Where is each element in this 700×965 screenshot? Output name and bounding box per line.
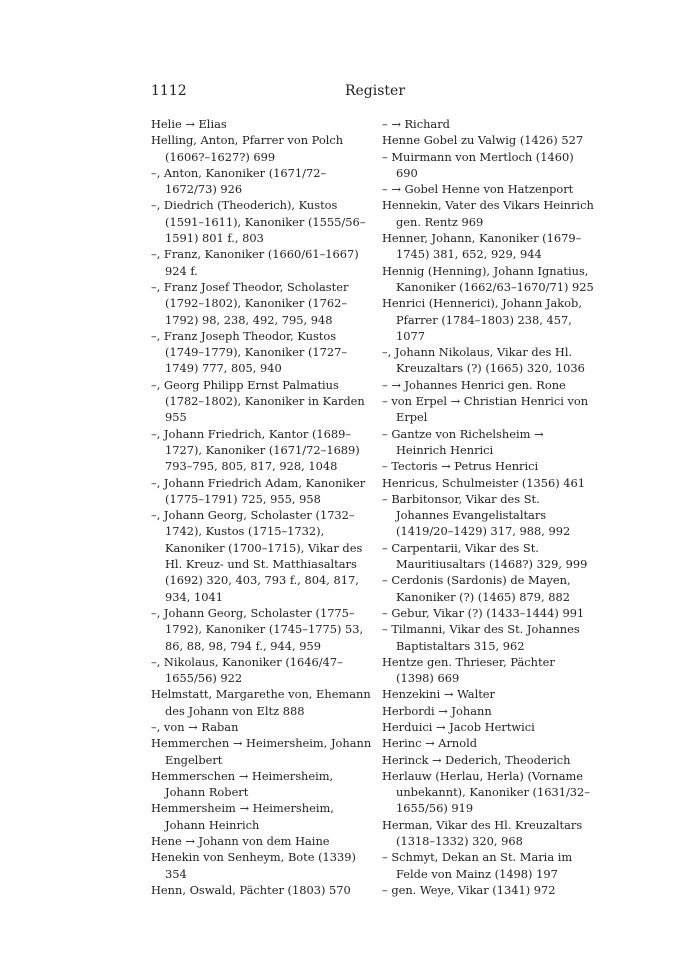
index-entry: Herbordi → Johann: [382, 703, 492, 718]
index-entry: Helmstatt, Margarethe von, Ehemann des Johann von Eltz 888: [151, 687, 371, 718]
index-entry: –, Franz Josef Theodor, Scholaster (1792–1802), Kanoniker (1762–1792) 98, 238, 492, 795, 948: [151, 279, 349, 327]
index-entry: Hemmersheim → Heimersheim, Johann Heinrich: [151, 801, 334, 832]
index-entry: Hennig (Henning), Johann Ignatius, Kanoniker (1662/63–1670/71) 925: [382, 263, 594, 294]
index-entry: Henn, Oswald, Pächter (1803) 570: [151, 882, 351, 897]
index-entry: Hemmerchen → Heimersheim, Johann Engelbert: [151, 736, 372, 767]
index-entry: – Tectoris → Petrus Henrici: [382, 459, 539, 474]
index-entry: – gen. Weye, Vikar (1341) 972: [382, 882, 556, 897]
index-entry: – Carpentarii, Vikar des St. Mauritiusaltars (1468?) 329, 999: [382, 540, 588, 572]
index-entry: Henne Gobel zu Valwig (1426) 527: [382, 133, 584, 148]
index-entry: Herman, Vikar des Hl. Kreuzaltars (1318–1332) 320, 968: [382, 817, 583, 849]
index-entry: Herinc → Arnold: [382, 736, 478, 751]
index-column-right: [382, 116, 594, 898]
index-entry: – Schmyt, Dekan an St. Maria im Felde von Mainz (1498) 197: [382, 850, 573, 881]
index-entry: Henricus, Schulmeister (1356) 461: [382, 475, 586, 490]
index-entry: –, Johann Nikolaus, Vikar des Hl. Kreuzaltars (?) (1665) 320, 1036: [382, 345, 585, 376]
index-entry: – Tilmanni, Vikar des St. Johannes Baptistaltars 315, 962: [382, 622, 580, 653]
index-entry: Henekin von Senheym, Bote (1339) 354: [151, 850, 356, 881]
index-entry: Herduici → Jacob Hertwici: [382, 719, 535, 734]
index-entry: – → Richard: [382, 117, 450, 131]
index-entry: – Cerdonis (Sardonis) de Mayen, Kanoniker (?) (1465) 879, 882: [382, 573, 571, 604]
index-entry: –, Franz Joseph Theodor, Kustos (1749–1779), Kanoniker (1727–1749) 777, 805, 940: [151, 328, 348, 376]
index-entry: –, Johann Georg, Scholaster (1732–1742), Kustos (1715–1732), Kanoniker (1700–1715), Vikar des Hl. Kreuz- und St. Matthiasaltars (1692) 320, 403, 793 f., 804, 817, 934, 1041: [151, 508, 363, 604]
running-head: Register: [344, 83, 406, 99]
index-entry: Herinck → Dederich, Theoderich: [382, 752, 571, 767]
index-entry: Hene → Johann von dem Haine: [151, 834, 330, 849]
index-entry: –, Nikolaus, Kanoniker (1646/47–1655/56) 922: [151, 654, 343, 686]
index-entry: Henner, Johann, Kanoniker (1679–1745) 381, 652, 929, 944: [382, 231, 582, 262]
index-entry: –, Johann Georg, Scholaster (1775–1792), Kanoniker (1745–1775) 53, 86, 88, 98, 794 f., 944, 959: [151, 605, 364, 653]
index-entry: – Muirmann von Mertloch (1460) 690: [382, 149, 574, 180]
index-entry: – → Gobel Henne von Hatzenport: [382, 182, 574, 197]
index-entry: –, Diedrich (Theoderich), Kustos (1591–1611), Kanoniker (1555/56–1591) 801 f., 803: [151, 198, 366, 246]
index-entry: –, Franz, Kanoniker (1660/61–1667) 924 f.: [151, 247, 359, 278]
index-entry: Helling, Anton, Pfarrer von Polch (1606?–1627?) 699: [151, 133, 344, 164]
index-entry: Henrici (Hennerici), Johann Jakob, Pfarrer (1784–1803) 238, 457, 1077: [382, 296, 582, 343]
index-entry: –, Johann Friedrich, Kantor (1689–1727), Kanoniker (1671/72–1689) 793–795, 805, 817, 928, 1048: [151, 426, 360, 474]
index-entry: – von Erpel → Christian Henrici von Erpel: [382, 394, 589, 425]
index-entry: Herlauw (Herlau, Herla) (Vorname unbekannt), Kanoniker (1631/32–1655/56) 919: [382, 768, 590, 816]
index-entry: – → Johannes Henrici gen. Rone: [382, 377, 566, 392]
index-entry: Hentze gen. Thrieser, Pächter (1398) 669: [382, 654, 555, 686]
index-entry: – Gebur, Vikar (?) (1433–1444) 991: [382, 605, 585, 620]
page-number: 1112: [151, 83, 187, 99]
index-column-left: [151, 116, 373, 898]
index-entry: –, Johann Friedrich Adam, Kanoniker (1775–1791) 725, 955, 958: [151, 475, 366, 506]
index-entry: Hemmerschen → Heimersheim, Johann Robert: [151, 768, 334, 800]
index-entry: –, Anton, Kanoniker (1671/72–1672/73) 926: [151, 165, 327, 197]
index-entry: Helie → Elias: [151, 117, 227, 131]
index-entry: –, von → Raban: [151, 719, 239, 734]
index-entry: – Barbitonsor, Vikar des St. Johannes Evangelistaltars (1419/20–1429) 317, 988, 992: [382, 491, 571, 539]
index-entry: –, Georg Philipp Ernst Palmatius (1782–1802), Kanoniker in Karden 955: [151, 377, 365, 425]
index-entry: Henzekini → Walter: [382, 687, 495, 702]
index-entry: – Gantze von Richelsheim → Heinrich Henrici: [382, 426, 544, 457]
index-entry: Hennekin, Vater des Vikars Heinrich gen. Rentz 969: [382, 198, 594, 229]
